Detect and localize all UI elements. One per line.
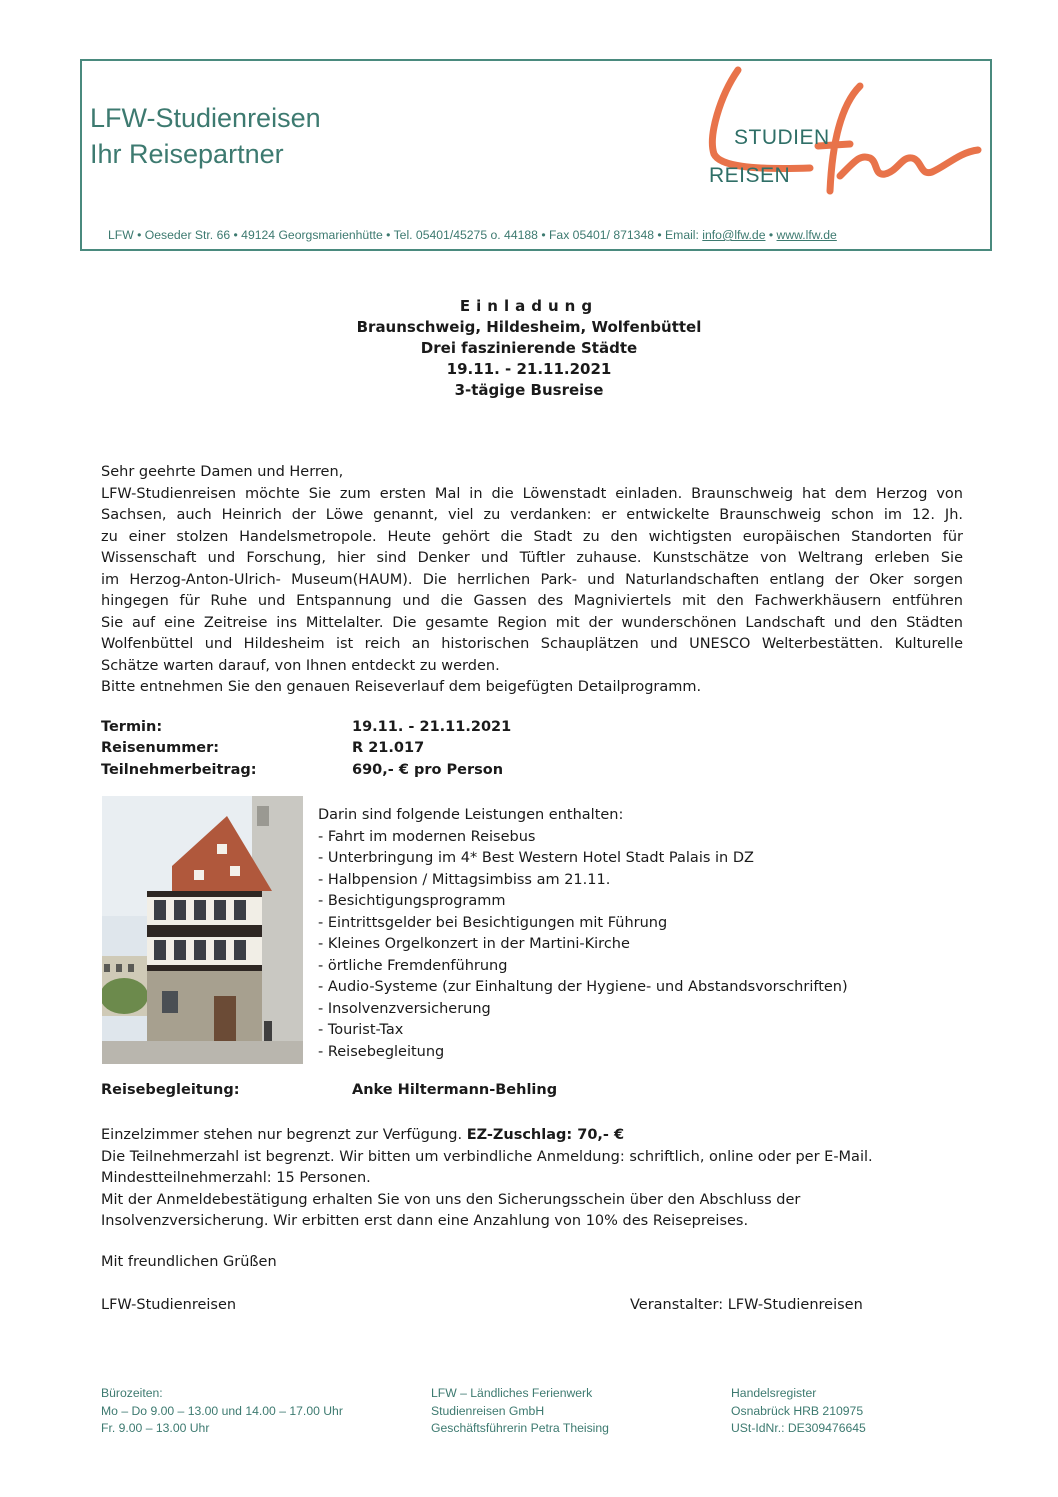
- paragraph-line: Wolfenbüttel und Hildesheim ist reich an historischen Schauplätzen und UNESCO Welterbestätten. Kulturelle: [101, 636, 963, 652]
- termin-label: Termin:: [101, 719, 163, 735]
- deposit-note: Insolvenzversicherung. Wir erbitten erst dann eine Anzahlung von 10% des Reisepreises.: [101, 1213, 749, 1229]
- service-item: - Fahrt im modernen Reisebus: [318, 828, 536, 845]
- paragraph-line: Schätze warten darauf, von Ihnen entdeckt zu werden.: [101, 657, 500, 674]
- contact-separator: •: [765, 228, 777, 242]
- company-name-line1: LFW-Studienreisen: [90, 103, 321, 133]
- program-note: Bitte entnehmen Sie den genauen Reiseverlauf dem beigefügten Detailprogramm.: [101, 679, 702, 695]
- participants-note: Die Teilnehmerzahl ist begrenzt. Wir bitten um verbindliche Anmeldung: schriftlich, online oder per E-Mail.: [101, 1148, 873, 1165]
- service-item: - Unterbringung im 4* Best Western Hotel Stadt Palais in DZ: [318, 850, 754, 866]
- footer-line: LFW – Ländliches Ferienwerk: [431, 1386, 593, 1400]
- logo-w-stroke: [840, 150, 978, 176]
- single-room-surcharge: EZ-Zuschlag: 70,- €: [466, 1127, 625, 1143]
- reisebegleitung-label: Reisebegleitung:: [101, 1082, 240, 1098]
- paragraph-line: hingegen für Ruhe und Entspannung und die Gassen des Magniviertels mit den Fachwerkhäusern entführen: [101, 593, 963, 609]
- company-name: [90, 100, 321, 172]
- title-invitation: Einladung: [459, 297, 599, 315]
- service-item: - Reisebegleitung: [318, 1043, 445, 1060]
- teilnehmerbeitrag-label: Teilnehmerbeitrag:: [101, 762, 257, 778]
- half-timbered-house-photo: [102, 796, 303, 1064]
- organizer-name: Veranstalter: LFW-Studienreisen: [630, 1297, 863, 1313]
- footer-line: Geschäftsführerin Petra Theising: [431, 1421, 609, 1435]
- contact-line: [108, 228, 837, 242]
- paragraph-line: im Herzog-Anton-Ulrich- Museum(HAUM). Die herrlichen Park- und Naturlandschaften entlang der Oker sorgen: [101, 571, 963, 588]
- service-item: - Kleines Orgelkonzert in der Martini-Kirche: [318, 936, 630, 952]
- paragraph-line: Wissenschaft und Forschung, hier sind Denker und Tüftler zuhause. Kunstschätze von Weltrang erleben Sie: [101, 550, 963, 566]
- service-item: - Insolvenzversicherung: [318, 1000, 491, 1017]
- teilnehmerbeitrag-value: 690,- € pro Person: [352, 762, 504, 778]
- footer-line: Fr. 9.00 – 13.00 Uhr: [101, 1421, 210, 1435]
- title-block: [0, 296, 1058, 401]
- company-name-line2: Ihr Reisepartner: [90, 139, 284, 169]
- title-trip-type: 3-tägige Busreise: [454, 381, 604, 399]
- closing-section: [101, 1125, 963, 1233]
- paragraph-line: Sachsen, auch Heinrich der Löwe genannt, viel zu verdanken: er entwickelte Braunschweig schon im 12. Jh.: [101, 507, 963, 523]
- footer-office-hours: [101, 1385, 343, 1438]
- paragraph-line: zu einer stolzen Handelsmetropole. Heute gehört die Stadt zu den wichtigsten europäischen Standorten für: [101, 528, 963, 545]
- contact-text: LFW • Oeseder Str. 66 • 49124 Georgsmarienhütte • Tel. 05401/45275 o. 44188 • Fax 05401/ 871348 • Email:: [108, 228, 703, 242]
- footer-line: Handelsregister: [731, 1386, 817, 1400]
- email-link[interactable]: info@lfw.de: [702, 228, 766, 242]
- services-intro: Darin sind folgende Leistungen enthalten:: [318, 807, 624, 823]
- reisebegleitung-value: Anke Hiltermann-Behling: [352, 1082, 558, 1098]
- logo-word-reisen: REISEN: [709, 164, 791, 187]
- service-item: - Tourist-Tax: [318, 1022, 404, 1038]
- confirmation-note: Mit der Anmeldebestätigung erhalten Sie von uns den Sicherungsschein über den Abschluss der: [101, 1191, 801, 1208]
- title-subtitle: Drei faszinierende Städte: [420, 339, 638, 357]
- sender-name: LFW-Studienreisen: [101, 1297, 237, 1313]
- single-room-note: [101, 1125, 963, 1147]
- footer-line: Osnabrück HRB 210975: [731, 1403, 864, 1418]
- logo-l-stroke: [712, 70, 810, 168]
- minimum-participants: Mindestteilnehmerzahl: 15 Personen.: [101, 1170, 371, 1186]
- footer-line: Studienreisen GmbH: [431, 1403, 545, 1418]
- title-dates: 19.11. - 21.11.2021: [446, 360, 612, 378]
- service-item: - örtliche Fremdenführung: [318, 957, 508, 974]
- service-item: - Audio-Systeme (zur Einhaltung der Hygiene- und Abstandsvorschriften): [318, 979, 848, 995]
- service-item: - Halbpension / Mittagsimbiss am 21.11.: [318, 871, 611, 888]
- paragraph-line: Sie auf eine Zeitreise ins Mittelalter. Die gesamte Region mit der wunderschönen Landschaft und den Städten: [101, 614, 963, 631]
- title-cities: Braunschweig, Hildesheim, Wolfenbüttel: [356, 318, 702, 336]
- footer-line: USt-IdNr.: DE309476645: [731, 1421, 866, 1435]
- footer-line: Bürozeiten:: [101, 1386, 163, 1400]
- termin-value: 19.11. - 21.11.2021: [352, 719, 512, 735]
- footer-line: Mo – Do 9.00 – 13.00 und 14.00 – 17.00 Uhr: [101, 1403, 343, 1418]
- services-list: [318, 805, 958, 1063]
- letter-body: [101, 462, 963, 699]
- service-item: - Besichtigungsprogramm: [318, 893, 506, 909]
- reisenummer-label: Reisenummer:: [101, 740, 220, 756]
- website-link[interactable]: www.lfw.de: [776, 228, 837, 242]
- footer-register: [731, 1385, 866, 1438]
- logo-word-studien: STUDIEN: [734, 126, 830, 149]
- footer-company: [431, 1385, 609, 1438]
- greeting: Mit freundlichen Grüßen: [101, 1254, 277, 1270]
- paragraph-line: LFW-Studienreisen möchte Sie zum ersten Mal in die Löwenstadt einladen. Braunschweig hat dem Herzog von: [101, 485, 963, 502]
- salutation: Sehr geehrte Damen und Herren,: [101, 464, 344, 480]
- reisenummer-value: R 21.017: [352, 740, 425, 756]
- single-room-text: Einzelzimmer stehen nur begrenzt zur Verfügung.: [101, 1127, 467, 1143]
- service-item: - Eintrittsgelder bei Besichtigungen mit Führung: [318, 914, 668, 931]
